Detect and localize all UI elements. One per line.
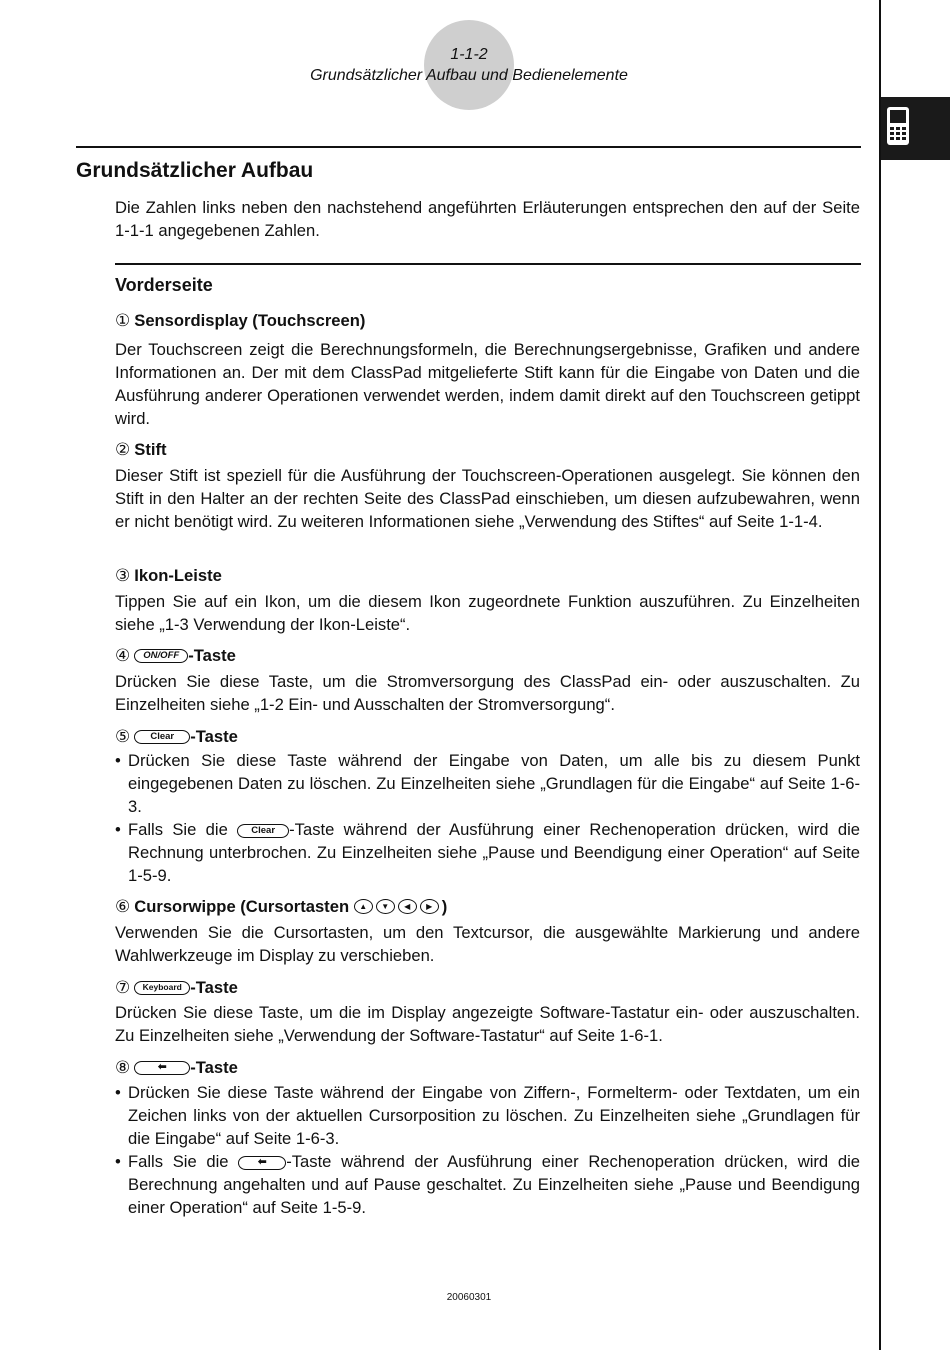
- item-number: ②: [115, 440, 131, 459]
- item-number: ①: [115, 311, 131, 330]
- cursor-down-key-icon: ▼: [376, 899, 395, 914]
- item-5-bullets: [115, 749, 860, 887]
- cursor-right-key-icon: ▶: [420, 899, 439, 914]
- list-item: • Falls Sie die Clear -Taste während der Ausführung einer Rechenoperation drücken, wird die Rechnung unterbrochen. Zu Einzelheiten siehe „Pause und Beendigung einer Operation“ auf Seite 1-5-9.: [115, 818, 860, 887]
- item-7-body: Drücken Sie diese Taste, um die im Display angezeigte Software-Tastatur ein- oder auszuschalten. Zu Einzelheiten siehe „Verwendung der Software-Tastatur“ auf Seite 1-6-1.: [115, 1003, 860, 1045]
- running-header: Grundsätzlicher Aufbau und Bedienelemente: [310, 67, 628, 84]
- footer-code: 20060301: [446, 1292, 492, 1303]
- list-item: • Drücken Sie diese Taste während der Eingabe von Daten, um alle bis zu diesem Punkt eingegebenen Daten zu löschen. Zu Einzelheiten siehe „Grundlagen für die Eingabe“ auf Seite 1-6-3.: [115, 749, 860, 818]
- calculator-icon: [886, 106, 910, 146]
- item-4-heading: [115, 644, 860, 667]
- item-title-suffix: -Taste: [190, 727, 238, 746]
- chapter-tab: [881, 97, 950, 160]
- keyboard-key-icon: Keyboard: [134, 981, 190, 995]
- item-1-heading: [115, 309, 860, 332]
- item-title-suffix: -Taste: [190, 1058, 238, 1077]
- page-edge-line: [879, 0, 881, 1350]
- item-8-heading: [115, 1056, 860, 1079]
- item-4-body: Drücken Sie diese Taste, um die Stromversorgung des ClassPad ein- oder auszuschalten. Zu Einzelheiten siehe „1-2 Ein- und Ausschalten der Stromversorgung“.: [115, 672, 860, 714]
- item-7-heading: [115, 976, 860, 999]
- item-number: ⑦: [115, 978, 131, 997]
- header-badge: [424, 20, 514, 110]
- item-title: Ikon-Leiste: [134, 566, 222, 585]
- item-1-body: Der Touchscreen zeigt die Berechnungsformeln, die Berechnungsergebnisse, Grafiken und andere Informationen an. Der mit dem ClassPad mitgelieferte Stift kann für die Eingabe von Daten und die Ausführung anderer Operationen verwendet werden, indem damit direkt auf den Touchscreen getippt wird.: [115, 340, 860, 428]
- page-number: 1-1-2: [450, 46, 488, 63]
- item-number: ④: [115, 646, 131, 665]
- list-item: • Drücken Sie diese Taste während der Eingabe von Ziffern-, Formelterm- oder Textdaten, um ein Zeichen links von der aktuellen Cursorposition zu löschen. Zu Einzelheiten siehe „Grundlagen für die Eingabe“ auf Seite 1-6-3.: [115, 1081, 860, 1150]
- item-2-body: Dieser Stift ist speziell für die Ausführung der Touchscreen-Operationen ausgelegt. Sie können den Stift in den Halter an der rechten Seite des ClassPad einschieben, um diesen aufzubewahren, wenn er nicht benötigt wird. Zu weiteren Informationen siehe „Verwendung des Stiftes“ auf Seite 1-1-4.: [115, 466, 860, 531]
- item-title: Cursorwippe (Cursortasten: [134, 897, 354, 916]
- item-6-body: Verwenden Sie die Cursortasten, um den Textcursor, die ausgewählte Markierung und andere Wahlwerkzeuge im Display zu verschieben.: [115, 923, 860, 965]
- section-rule: [76, 146, 861, 148]
- cursor-up-key-icon: ▲: [354, 899, 373, 914]
- cursor-left-key-icon: ◀: [398, 899, 417, 914]
- item-title: Stift: [134, 440, 167, 459]
- section-intro: Die Zahlen links neben den nachstehend angeführten Erläuterungen entsprechen den auf der Seite 1-1-1 angegebenen Zahlen.: [115, 198, 860, 240]
- item-3-heading: [115, 564, 860, 587]
- item-2-heading: [115, 438, 860, 461]
- item-title-close: ): [441, 897, 448, 916]
- item-8-bullets: [115, 1081, 860, 1219]
- backspace-key-icon: ⬅: [134, 1061, 190, 1075]
- clear-key-icon: Clear: [134, 730, 190, 744]
- on-off-key-icon: ON/OFF: [134, 649, 188, 663]
- item-number: ③: [115, 566, 131, 585]
- list-item: • Falls Sie die ⬅ -Taste während der Ausführung einer Rechenoperation drücken, wird die Berechnung angehalten und auf Pause geschaltet. Zu Einzelheiten siehe „Pause und Beendigung einer Operation“ auf Seite 1-5-9.: [115, 1150, 860, 1219]
- item-5-heading: [115, 725, 860, 748]
- item-3-body: Tippen Sie auf ein Ikon, um die diesem Ikon zugeordnete Funktion auszuführen. Zu Einzelheiten siehe „1-3 Verwendung der Ikon-Leiste“.: [115, 592, 860, 634]
- item-6-heading: [115, 895, 860, 918]
- subsection-rule: [115, 263, 861, 265]
- item-title-suffix: -Taste: [190, 978, 238, 997]
- section-title: Grundsätzlicher Aufbau: [76, 159, 314, 182]
- item-number: ⑥: [115, 897, 131, 916]
- backspace-key-icon: ⬅: [238, 1156, 286, 1170]
- item-title: Sensordisplay (Touchscreen): [134, 311, 366, 330]
- item-number: ⑤: [115, 727, 131, 746]
- item-title-suffix: -Taste: [188, 646, 236, 665]
- clear-key-icon: Clear: [237, 824, 289, 838]
- subsection-title: Vorderseite: [115, 275, 213, 295]
- item-number: ⑧: [115, 1058, 131, 1077]
